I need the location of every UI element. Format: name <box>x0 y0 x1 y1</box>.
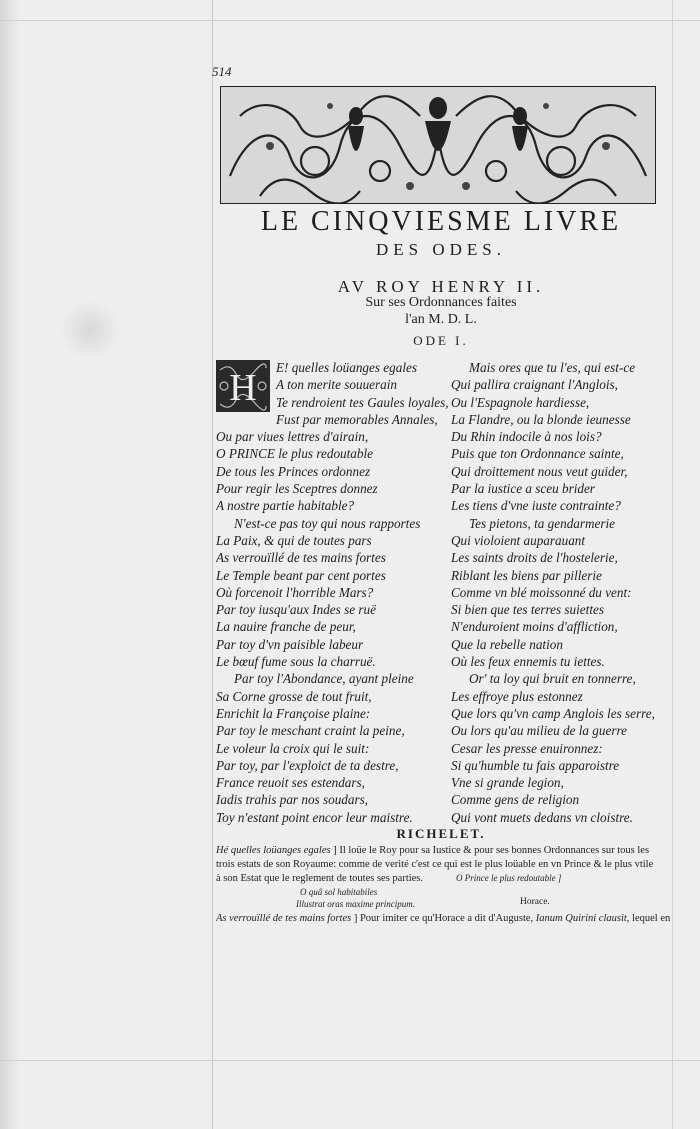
verse-line: Par toy le meschant craint la peine, <box>216 723 405 739</box>
page-fold-shadow <box>0 0 18 1129</box>
commentary-text: ] Il loüe le Roy pour sa Iustice & pour ses bonnes Ordonnances sur tous les <box>333 845 650 856</box>
verse-line: Les saints droits de l'hostelerie, <box>451 550 618 566</box>
commentary-line <box>216 845 674 856</box>
verse-line: Ou l'Espagnole hardiesse, <box>451 394 590 410</box>
verse-line: Par toy l'Abondance, ayant pleine <box>234 671 414 687</box>
verse-line: La Flandre, ou la blonde ieunesse <box>451 411 631 427</box>
page-number: 514 <box>212 64 232 79</box>
verse-line: Vne si grande legion, <box>451 775 564 791</box>
verse-line: La nauire franche de peur, <box>216 619 356 635</box>
verse-line: Par toy d'vn paisible labeur <box>216 636 364 652</box>
verse-line: Que lors qu'vn camp Anglois les serre, <box>451 705 655 721</box>
verse-line: Si qu'humble tu fais apparoistre <box>451 757 620 773</box>
dropcap-letter: H <box>229 367 257 409</box>
verse-line: Ou par viues lettres d'airain, <box>216 429 369 445</box>
commentary-lemma: As verrouïllé de tes mains fortes <box>216 913 352 924</box>
verse-line: Riblant les biens par pillerie <box>451 567 602 583</box>
dedication-subtitle-2: l'an M. D. L. <box>405 312 477 327</box>
scan-guide-line <box>212 0 213 1129</box>
verse-line: La Paix, & qui de toutes pars <box>216 532 372 548</box>
commentary-text: , lequel en <box>626 913 671 924</box>
latin-quote-line: O quâ sol habitabiles <box>300 887 378 897</box>
dedication-subtitle-1: Sur ses Ordonnances faites <box>365 295 517 310</box>
latin-quote-line: Illustrat oras maxime principum. <box>296 899 415 909</box>
verse-line: Te rendroient tes Gaules loyales, <box>276 394 449 410</box>
verse-line: Les tiens d'vne iuste contrainte? <box>451 498 621 514</box>
commentary-heading: RICHELET. <box>396 826 486 841</box>
book-title: LE CINQVIESME LIVRE <box>260 206 622 237</box>
dedication: AV ROY HENRY II. <box>337 277 545 296</box>
verse-line: N'enduroient moins d'affliction, <box>451 619 618 635</box>
quote-author: Horace. <box>520 897 550 907</box>
verse-line: Qui pallira craignant l'Anglois, <box>451 377 618 393</box>
ode-column-left <box>216 360 454 827</box>
commentary-lemma: O Prince le plus redoutable ] <box>456 873 562 883</box>
commentary-line: à son Estat que le reglement de toutes ses parties. <box>216 873 424 884</box>
verse-line: N'est-ce pas toy qui nous rapportes <box>234 515 421 531</box>
verse-line: Toy n'estant point encor leur maistre. <box>216 809 413 825</box>
commentary-line: trois estats de son Royaume: comme de verité c'est ce qui est le plus loüable en vn Prince & le plus vtile <box>216 859 654 870</box>
verse-line: Le Temple beant par cent portes <box>216 567 386 583</box>
scan-guide-line-bottom <box>0 1060 700 1061</box>
verse-line: Comme vn blé moissonné du vent: <box>451 584 632 600</box>
verse-line: Qui violoient auparauant <box>451 532 586 548</box>
verse-line: Puis que ton Ordonnance sainte, <box>451 446 624 462</box>
verse-line: Ou lors qu'au milieu de la guerre <box>451 723 627 739</box>
verse-line: Or' ta loy qui bruit en tonnerre, <box>469 671 636 687</box>
verse-line: Qui vont muets dedans vn cloistre. <box>451 809 633 825</box>
commentary-text: ] Pour imiter ce qu'Horace a dit d'Auguste, <box>353 913 534 924</box>
verse-line: Que la rebelle nation <box>451 636 563 652</box>
verse-line: Si bien que tes terres suiettes <box>451 602 604 618</box>
verse-line: Les effroye plus estonnez <box>451 688 583 704</box>
verse-line: Par toy, par l'exploict de ta destre, <box>216 757 399 773</box>
verse-line: A nostre partie habitable? <box>216 498 355 514</box>
verse-line: E! quelles loüanges egales <box>276 360 417 375</box>
latin-quote-inline: Ianum Quirini clausit <box>535 913 627 924</box>
verse-line: Cesar les presse enuironnez: <box>451 740 603 756</box>
verse-line: Où les feux ennemis tu iettes. <box>451 654 605 670</box>
verse-line: France reuoit ses estendars, <box>216 775 365 791</box>
verse-line: Tes pietons, ta gendarmerie <box>469 515 616 531</box>
verse-line: Où forcenoit l'horrible Mars? <box>216 584 374 600</box>
verse-line: O PRINCE le plus redoutable <box>216 446 374 462</box>
verse-line: A ton merite souuerain <box>276 377 397 393</box>
verse-line: Le voleur la croix qui le suit: <box>216 740 370 756</box>
verse-line: Iadis trahis par nos soudars, <box>216 792 369 808</box>
verse-line: De tous les Princes ordonnez <box>216 463 371 479</box>
ode-column-right <box>451 360 689 827</box>
book-subtitle: DES ODES. <box>375 240 506 259</box>
ornamental-headpiece <box>220 86 656 204</box>
verse-line: Comme gens de religion <box>451 792 580 808</box>
verse-line: Pour regir les Sceptres donnez <box>216 481 378 497</box>
verse-line: Le bœuf fume sous la charruë. <box>216 654 376 670</box>
verse-line: Enrichit la Françoise plaine: <box>216 705 371 721</box>
commentary-line <box>216 913 684 924</box>
commentary-lemma: Hé quelles loüanges egales <box>216 845 331 856</box>
paper-stain <box>60 300 120 360</box>
verse-line: Sa Corne grosse de tout fruit, <box>216 688 372 704</box>
verse-line: Du Rhin indocile à nos lois? <box>451 429 602 445</box>
verse-line: Mais ores que tu l'es, qui est-ce <box>469 360 636 375</box>
verse-line: Fust par memorables Annales, <box>276 411 438 427</box>
verse-line: Qui droittement nous veut guider, <box>451 463 628 479</box>
verse-line: Par la iustice a sceu brider <box>451 481 595 497</box>
verse-line: Par toy iusqu'aux Indes se ruë <box>216 602 376 618</box>
verse-line: As verrouïllé de tes mains fortes <box>216 550 386 566</box>
ode-label: ODE I. <box>413 333 469 348</box>
scan-guide-line-top <box>0 20 700 21</box>
